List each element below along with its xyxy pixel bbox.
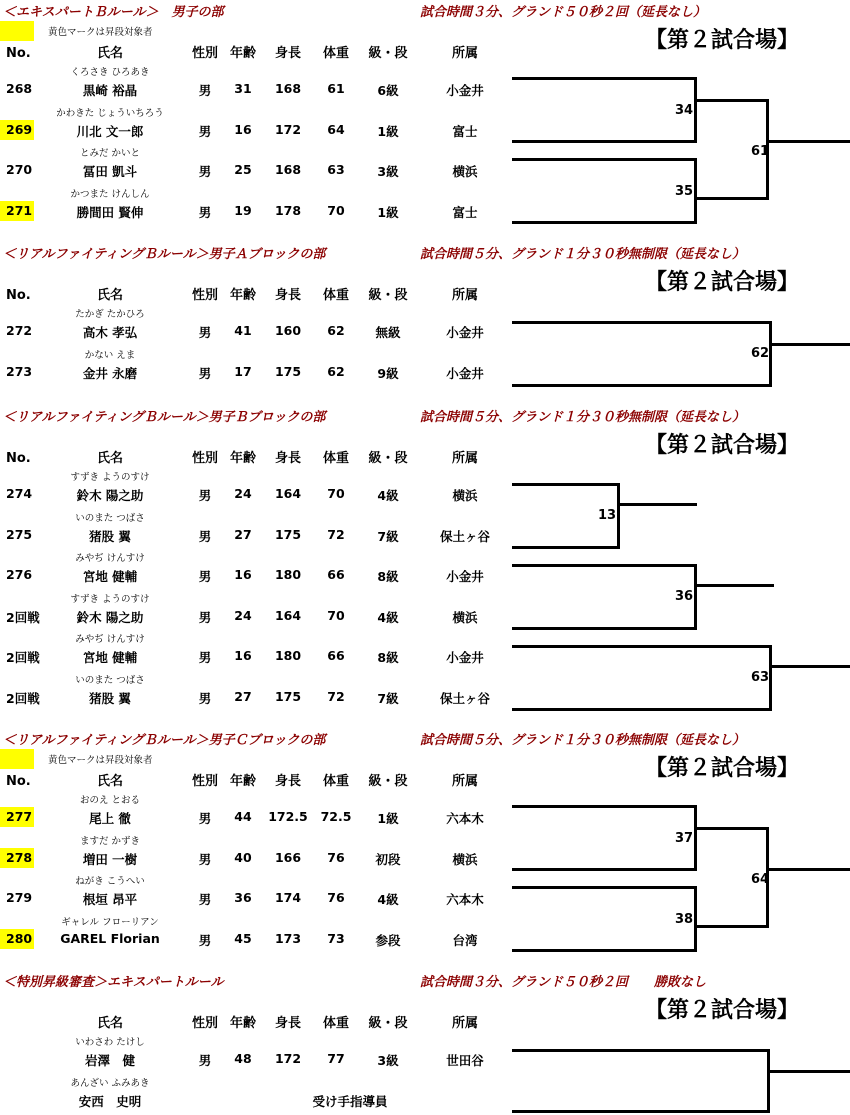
header-weight: 体重 [322,46,349,61]
header-sex: 性別 [191,1016,218,1031]
height: 172.5 [268,809,308,824]
entry-number: 275 [6,526,33,542]
rank: 7級 [377,528,399,544]
fighter-name: 根垣 昂平 [82,892,138,907]
section-time: 試合時間５分、グランド１分３０秒無制限（延長なし） [420,410,746,425]
affiliation: 小金井 [446,325,484,340]
weight: 66 [327,567,345,582]
affiliation: 小金井 [446,569,484,584]
age: 19 [234,202,252,218]
bracket-line [512,886,697,889]
age: 27 [234,688,252,704]
furigana: いのまた つばさ [75,512,145,524]
fighter-name: 安西 史明 [78,1093,142,1109]
age: 16 [234,648,252,663]
weight: 70 [327,486,345,501]
height: 166 [274,849,302,865]
weight: 62 [327,323,345,338]
bracket-line [512,77,697,80]
section-time: 試合時間３分、グランド５０秒２回 勝敗なし [420,975,707,990]
affiliation: 横浜 [452,851,478,867]
fighter-name: 黒崎 裕晶 [82,83,138,98]
age: 24 [234,607,252,623]
furigana: おのえ とおる [79,795,141,806]
rank: 無級 [375,325,401,340]
entry-number: 2回戦 [6,690,40,706]
entry-number: 278 [6,849,33,865]
header-height: 身長 [274,451,301,466]
age: 48 [234,1051,252,1066]
fighter-name: 鈴木 陽之助 [76,488,144,503]
header-no: No. [6,46,31,61]
bracket-line [766,868,850,871]
header-age: 年齢 [229,1016,256,1031]
header-affiliation: 所属 [451,774,478,789]
header-rank: 級・段 [368,288,408,303]
bracket-line [512,221,697,224]
entry-number: 272 [6,323,33,338]
match-number: 64 [751,872,770,887]
bracket-line [512,140,697,143]
height: 164 [274,607,302,623]
weight: 64 [327,121,345,137]
header-height: 身長 [274,774,301,789]
weight: 76 [327,849,345,865]
sex: 男 [198,569,212,584]
age: 16 [234,121,252,137]
weight: 70 [327,607,345,623]
match-number: 62 [751,346,770,361]
age: 36 [234,890,252,905]
entry-number: 280 [6,930,33,946]
header-no: No. [6,774,31,789]
bracket-line [512,868,697,871]
fighter-name: 増田 一樹 [82,851,138,867]
match-number: 13 [598,508,617,523]
weight: 72 [327,688,345,704]
furigana: ねがき こうへい [75,876,145,887]
rank: 4級 [377,488,399,503]
venue-label: 【第２試合場】 [645,756,800,781]
rank: 参段 [375,932,401,948]
sex: 男 [198,164,212,179]
bracket-line [512,546,620,549]
furigana: たかぎ たかひろ [75,309,145,320]
age: 41 [234,323,252,338]
header-height: 身長 [274,288,301,303]
rank: 1級 [377,204,399,220]
venue-label: 【第２試合場】 [645,270,800,295]
fighter-name: 岩澤 健 [84,1053,135,1068]
match-number: 34 [675,103,694,118]
header-affiliation: 所属 [451,46,478,61]
bracket-line [694,925,769,928]
entry-number: 273 [6,363,33,379]
sex: 男 [198,204,212,220]
match-number: 63 [751,670,770,685]
affiliation: 横浜 [452,609,478,625]
weight: 63 [327,162,345,177]
entry-number: 268 [6,81,33,96]
weight: 70 [327,202,345,218]
section-title: ＜リアルファイティングＢルール＞男子Ｂブロックの部 [3,410,326,425]
header-name: 氏名 [96,1016,123,1031]
rank: 7級 [377,690,399,706]
bracket-line [512,483,620,486]
bracket-line [512,645,772,648]
furigana: かない えま [84,349,136,361]
header-age: 年齢 [229,774,256,789]
header-affiliation: 所属 [451,1016,478,1031]
fighter-name: 冨田 凱斗 [82,164,138,179]
section-time: 試合時間５分、グランド１分３０秒無制限（延長なし） [420,247,746,262]
match-number: 35 [675,184,694,199]
header-rank: 級・段 [368,774,408,789]
fighter-name: 川北 文一郎 [76,123,144,139]
fighter-name: 尾上 徹 [89,811,131,826]
section-time: 試合時間５分、グランド１分３０秒無制限（延長なし） [420,733,746,748]
section-title: ＜リアルファイティングＢルール＞男子Ａブロックの部 [3,247,326,262]
venue-label: 【第２試合場】 [645,998,800,1023]
bracket-line [512,321,772,324]
header-rank: 級・段 [368,46,408,61]
header-rank: 級・段 [368,451,408,466]
bracket-line [769,665,850,668]
bracket-line [767,1070,850,1073]
weight: 76 [327,890,345,905]
header-sex: 性別 [191,774,218,789]
header-age: 年齢 [229,451,256,466]
furigana: いわさわ たけし [75,1037,145,1048]
fighter-name: 宮地 健輔 [82,650,138,665]
furigana: とみだ かいと [79,148,141,159]
venue-label: 【第２試合場】 [645,28,800,53]
entry-number: 2回戦 [6,650,40,665]
sex: 男 [198,365,212,381]
height: 164 [274,486,302,501]
furigana: くろさき ひろあき [70,67,150,78]
bracket-line [694,827,769,830]
yellow-note: 黄色マークは昇段対象者 [48,755,153,766]
bracket-line [694,886,697,951]
furigana: かわきた じょういちろう [56,107,164,119]
entry-number: 274 [6,486,33,501]
bracket-line [617,503,697,506]
affiliation: 横浜 [452,164,478,179]
yellow-marker [0,21,34,41]
section-title: ＜特別昇級審査＞エキスパートルール [3,975,224,990]
bracket-line [512,384,772,387]
height: 172 [274,121,302,137]
height: 168 [274,162,302,177]
weight: 61 [327,81,345,96]
header-name: 氏名 [96,46,123,61]
weight: 73 [327,930,345,946]
section-title: ＜リアルファイティングＢルール＞男子Ｃブロックの部 [3,733,326,748]
affiliation: 保土ヶ谷 [439,528,490,544]
furigana: みやぢ けんすけ [75,553,145,564]
affiliation: 保土ヶ谷 [439,690,490,706]
height: 178 [274,202,302,218]
bracket-line [769,343,850,346]
weight: 72.5 [320,809,352,824]
height: 160 [274,323,302,338]
bracket-line [512,708,772,711]
height: 172 [274,1051,302,1066]
age: 27 [234,526,252,542]
header-weight: 体重 [322,288,349,303]
venue-label: 【第２試合場】 [645,433,800,458]
furigana: ギャレル フローリアン [61,916,159,928]
match-number: 37 [675,831,694,846]
bracket-line [512,564,697,567]
header-sex: 性別 [191,451,218,466]
bracket-line [512,627,697,630]
height: 180 [274,567,302,582]
header-age: 年齢 [229,288,256,303]
affiliation: 世田谷 [446,1053,484,1068]
bracket-line [512,1110,770,1113]
sex: 男 [198,892,212,907]
bracket-line [694,805,697,870]
fighter-name: 鈴木 陽之助 [76,609,144,625]
furigana: すずき ようのすけ [70,472,150,483]
furigana: いのまた つばさ [75,674,145,686]
bracket-line [769,645,772,710]
header-no: No. [6,451,31,466]
sex: 男 [198,932,212,948]
entry-number: 270 [6,162,33,177]
affiliation: 小金井 [446,83,484,98]
sex: 男 [198,123,212,139]
age: 25 [234,162,252,177]
weight: 77 [327,1051,345,1066]
furigana: かつまた けんしん [70,188,150,200]
affiliation: 六本木 [446,892,484,907]
affiliation: 小金井 [446,365,484,381]
header-no: No. [6,288,31,303]
affiliation: 六本木 [446,811,484,826]
height: 180 [274,648,302,663]
header-weight: 体重 [322,1016,349,1031]
header-rank: 級・段 [368,1016,408,1031]
affiliation: 横浜 [452,488,478,503]
affiliation: 小金井 [446,650,484,665]
rank: 3級 [377,1053,399,1068]
bracket-line [512,1049,770,1052]
header-age: 年齢 [229,46,256,61]
bracket-line [512,805,697,808]
affiliation: 富士 [452,123,478,139]
header-sex: 性別 [191,288,218,303]
rank: 9級 [377,365,399,381]
bracket-line [767,1049,770,1113]
affiliation: 台湾 [452,932,478,948]
rank: 6級 [377,83,399,98]
height: 168 [274,81,302,96]
furigana: ますだ かずき [79,835,141,847]
bracket-line [694,564,697,629]
fighter-name: 猪股 翼 [89,528,131,544]
age: 24 [234,486,252,501]
rank: 3級 [377,164,399,179]
header-affiliation: 所属 [451,451,478,466]
rank: 1級 [377,123,399,139]
furigana: すずき ようのすけ [70,593,150,605]
header-weight: 体重 [322,451,349,466]
fighter-name: 高木 孝弘 [82,325,138,340]
entry-number: 2回戦 [6,609,40,625]
entry-number: 271 [6,202,33,218]
bracket-line [694,197,769,200]
age: 16 [234,567,252,582]
entry-number: 269 [6,121,33,137]
section-time: 試合時間３分、グランド５０秒２回（延長なし） [420,5,707,20]
special-note: 受け手指導員 [312,1093,388,1109]
entry-number: 277 [6,809,33,824]
sex: 男 [198,690,212,706]
age: 40 [234,849,252,865]
match-number: 36 [675,589,694,604]
height: 175 [274,688,302,704]
bracket-line [512,949,697,952]
yellow-marker [0,749,34,769]
rank: 1級 [377,811,399,826]
weight: 66 [327,648,345,663]
entry-number: 279 [6,890,33,905]
fighter-name: 宮地 健輔 [82,569,138,584]
sex: 男 [198,650,212,665]
rank: 4級 [377,609,399,625]
rank: 8級 [377,569,399,584]
furigana: あんざい ふみあき [70,1077,150,1089]
sex: 男 [198,83,212,98]
header-affiliation: 所属 [451,288,478,303]
header-sex: 性別 [191,46,218,61]
bracket-line [694,77,697,142]
age: 45 [234,930,252,946]
header-height: 身長 [274,1016,301,1031]
sex: 男 [198,488,212,503]
sex: 男 [198,528,212,544]
weight: 62 [327,363,345,379]
affiliation: 富士 [452,204,478,220]
sex: 男 [198,1053,212,1068]
rank: 初段 [375,851,401,867]
age: 17 [234,363,252,379]
age: 44 [234,809,252,824]
bracket-line [694,99,769,102]
header-weight: 体重 [322,774,349,789]
fighter-name: 猪股 翼 [89,690,131,706]
bracket-line [617,483,620,548]
header-height: 身長 [274,46,301,61]
fighter-name: GAREL Florian [60,930,160,946]
bracket-line [694,584,774,587]
height: 173 [274,930,302,946]
furigana: みやぢ けんすけ [75,634,145,645]
fighter-name: 勝間田 賢伸 [76,204,144,220]
bracket-line [769,321,772,386]
match-number: 38 [675,912,694,927]
bracket-line [512,158,697,161]
header-name: 氏名 [96,288,123,303]
age: 31 [234,81,252,96]
entry-number: 276 [6,567,33,582]
sex: 男 [198,851,212,867]
bracket-line [694,158,697,223]
weight: 72 [327,526,345,542]
sex: 男 [198,325,212,340]
bracket-line [766,140,850,143]
height: 175 [274,363,302,379]
rank: 4級 [377,892,399,907]
yellow-note: 黄色マークは昇段対象者 [48,27,153,38]
header-name: 氏名 [96,774,123,789]
height: 175 [274,526,302,542]
rank: 8級 [377,650,399,665]
sex: 男 [198,609,212,625]
height: 174 [274,890,302,905]
match-number: 61 [751,144,770,159]
section-title: ＜エキスパートＢルール＞ 男子の部 [3,5,224,20]
fighter-name: 金井 永磨 [82,365,138,381]
sex: 男 [198,811,212,826]
header-name: 氏名 [96,451,123,466]
